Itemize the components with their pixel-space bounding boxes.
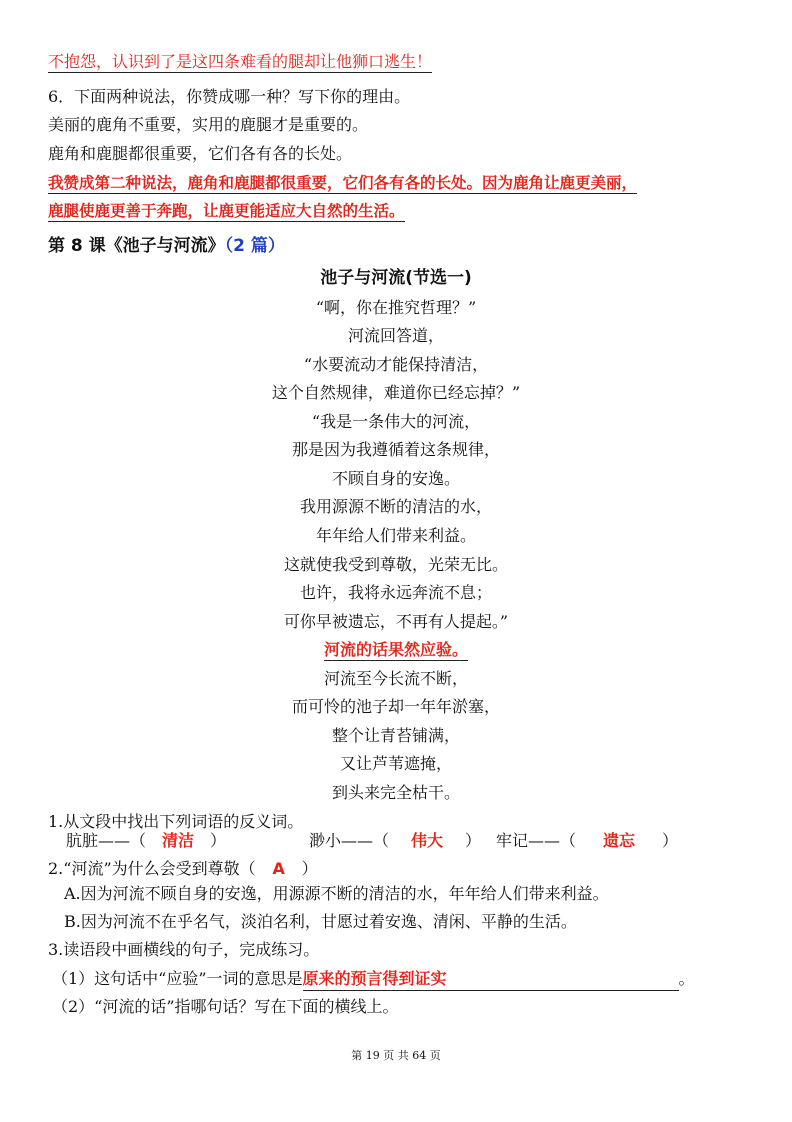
lesson-title: 第 8 课《池子与河流》 [48, 236, 225, 256]
poem-line: “我是一条伟大的河流， [311, 412, 481, 431]
poem-line: 河流至今长流不断， [323, 669, 468, 688]
poem-highlight: 河流的话果然应验。 [323, 640, 468, 659]
q1-item-2: 渺小——（ 伟大 ） [309, 831, 482, 850]
q6-answer-line-2: 鹿腿使鹿更善于奔跑，让鹿更能适应大自然的生活。 [48, 202, 405, 220]
poem-line: 到头来完全枯干。 [331, 783, 460, 802]
poem-line: 不顾自身的安逸。 [331, 469, 460, 488]
lesson-heading [48, 236, 285, 256]
page-footer: 第 19 页 共 64 页 [351, 1049, 441, 1062]
lesson-count: （2 篇） [224, 236, 285, 256]
q6-answer-line-1: 我赞成第二种说法，鹿角和鹿腿都很重要，它们各有各的长处。因为鹿角让鹿更美丽， [48, 174, 638, 192]
q1-answer-3: 遗忘 [603, 831, 636, 850]
poem-line: 那是因为我遵循着这条规律， [291, 440, 500, 459]
top-answer [48, 52, 432, 72]
q3-sub-1-answer: 原来的预言得到证实 [303, 969, 679, 991]
q3-sub-1: （1）这句话中“应验”一词的意思是原来的预言得到证实 。 [52, 969, 695, 991]
q3-sub-2: （2）“河流的话”指哪句话？写在下面的横线上。 [52, 997, 399, 1016]
poem-line: 也许，我将永远奔流不息； [299, 583, 492, 602]
q2-option-a: A.因为河流不顾自身的安逸，用源源不断的清洁的水，年年给人们带来利益。 [64, 884, 609, 903]
q2-option-b: B.因为河流不在乎名气，淡泊名利，甘愿过着安逸、清闲、平静的生活。 [64, 912, 577, 931]
poem-line: 我用源源不断的清洁的水， [299, 497, 492, 516]
q6-option-2: 鹿角和鹿腿都很重要，它们各有各的长处。 [48, 144, 353, 163]
q3-question: 3.读语段中画横线的句子，完成练习。 [48, 940, 320, 959]
poem-line: 这个自然规律，难道你已经忘掉？” [271, 383, 521, 402]
poem-line: 可你早被遗忘，不再有人提起。” [283, 612, 509, 631]
q1-answer-2: 伟大 [411, 831, 444, 850]
poem-line: 河流回答道， [347, 326, 444, 345]
poem-line: 又让芦苇遮掩， [339, 754, 452, 773]
q1-answer-1: 清洁 [162, 831, 195, 850]
q6-question: 6．下面两种说法，你赞成哪一种？写下你的理由。 [48, 87, 411, 106]
poem-line: 而可怜的池子却一年年淤塞， [291, 697, 500, 716]
q1-question: 1.从文段中找出下列词语的反义词。 [48, 812, 304, 831]
q2-answer: A [272, 859, 285, 878]
q1-item-3: 牢记——（ 遗忘 ） [496, 831, 679, 850]
q2-question: 2.“河流”为什么会受到尊敬（ A ） [48, 859, 318, 878]
poem-line: 整个让青苔铺满， [331, 726, 460, 745]
poem-line: “啊，你在推究哲理？” [315, 298, 477, 317]
q6-option-1: 美丽的鹿角不重要，实用的鹿腿才是重要的。 [48, 115, 369, 134]
poem-line: 这就使我受到尊敬，光荣无比。 [283, 555, 508, 574]
poem-line: “水要流动才能保持清洁， [303, 355, 489, 374]
poem-line: 年年给人们带来利益。 [315, 526, 476, 545]
top-answer-text: 不抱怨，认识到了是这四条难看的腿却让他狮口逃生！ [48, 52, 433, 71]
q1-item-1: 肮脏——（ 清洁 ） [66, 831, 227, 850]
poem-title: 池子与河流(节选一) [320, 268, 472, 288]
